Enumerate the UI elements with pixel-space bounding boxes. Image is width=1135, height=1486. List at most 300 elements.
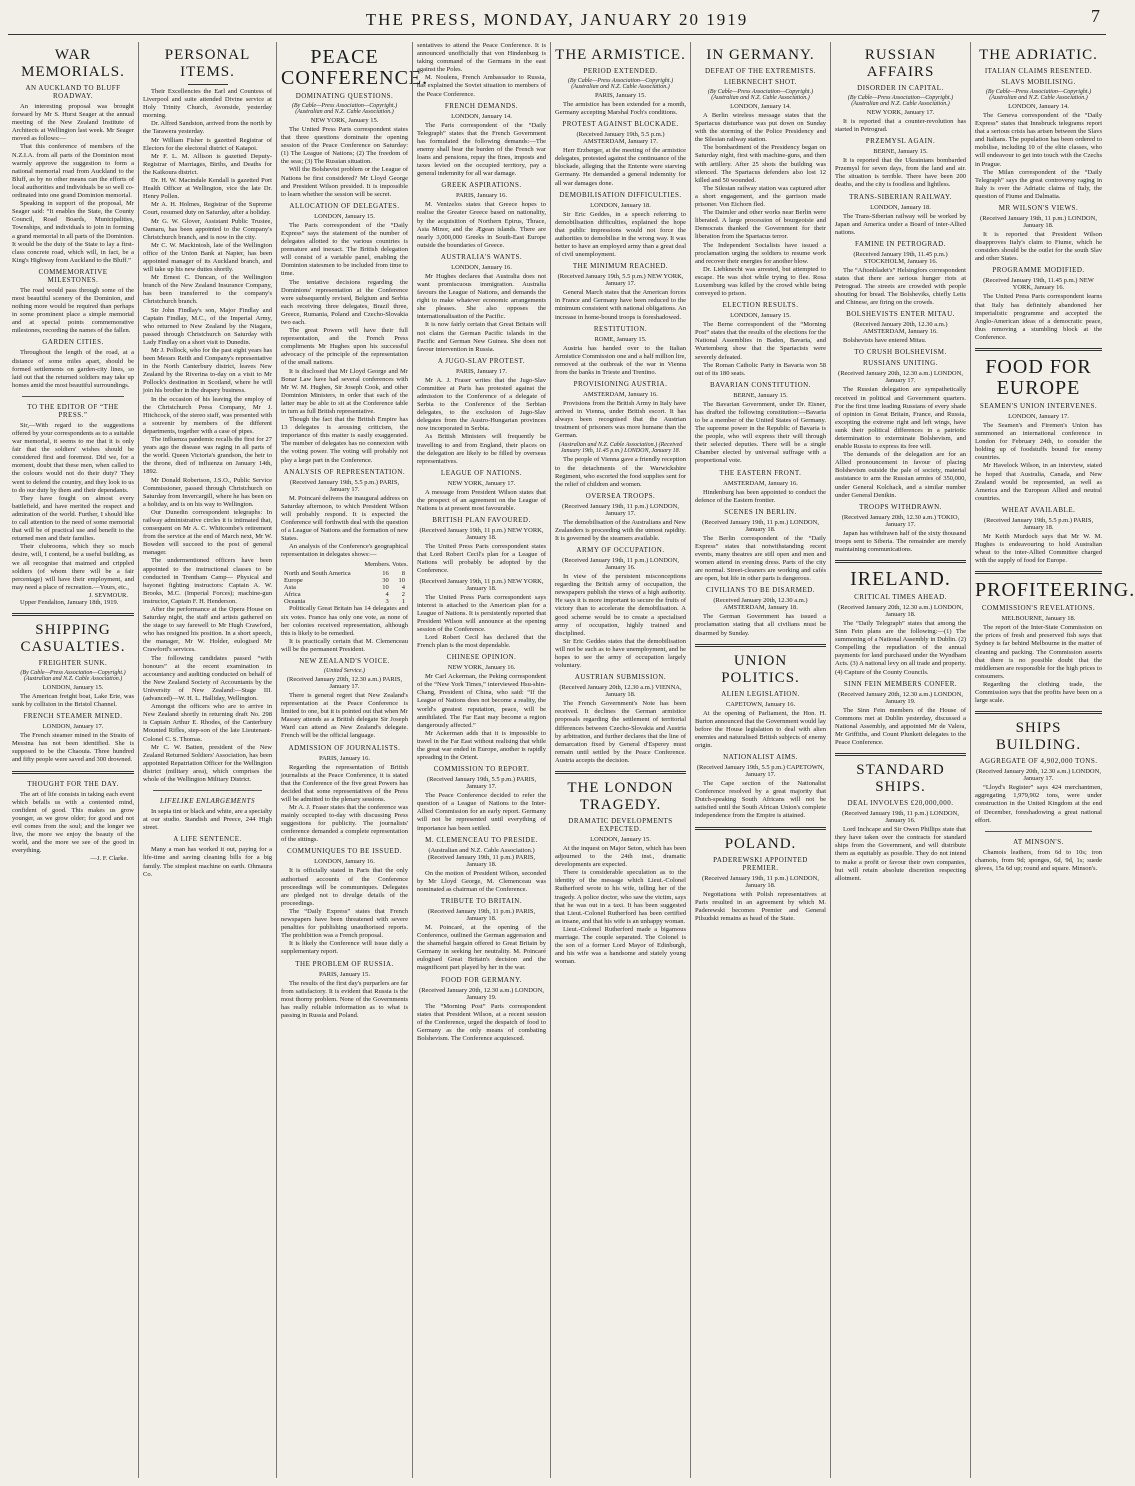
paragraph: The Trans-Siberian railway will be worked by Japan and America under a Board of inter-Allied nations.	[835, 212, 966, 236]
subheading: PROGRAMME MODIFIED.	[992, 266, 1085, 275]
column-war-memorials	[8, 42, 138, 1478]
dateline: LONDON, January 16.	[314, 858, 375, 866]
subheading: RESTITUTION.	[593, 324, 648, 333]
paragraph: The United Press Paris correspondent says interest is attached to the American plan for a League of Nations. It is persistently reported that President Wilson will announce at the opening session of the Conference.	[417, 593, 546, 633]
paragraph: It is likely the Conference will issue daily a supplementary report.	[281, 940, 408, 956]
divider	[695, 644, 826, 647]
paragraph: Their clubrooms, which they so much desire, will, I contend, be a useful building, as we all recognise that maimed and crippled soldiers (of whom there will be a fair percentage) will have their employment, and may need a place of recreation.—Yours, etc.,	[12, 543, 134, 591]
dateline: LONDON, January 15.	[590, 835, 651, 843]
paragraph: Mr A. J. Fraser states that the conference was mainly occupied to-day with discussing Press suggestions for publicity. The journalists' conference demanded a complete representation of the sittings.	[281, 804, 408, 844]
dateline: (Received January 20th, 12.30 a.m.) PARIS, January 17.	[286, 675, 403, 690]
dateline: (Received January 19th, 11 p.m.) LONDON, January 18.	[702, 874, 819, 889]
advert-text: Many a man has worked it out, paying for a life-time and saving cleaning bills for a big family. The simplest machine on earth. Ohmaura Co.	[143, 846, 272, 878]
paragraph: The “Morning Post” Paris correspondent states that President Wilson, at a recent session of the Conference, urged the despatch of food to Germany as the only means of combating Bolshevism. The Conference acquiesced.	[417, 1002, 546, 1042]
subheading: AUSTRIAN SUBMISSION.	[574, 673, 667, 682]
subheading: COMMISSION'S REVELATIONS.	[981, 604, 1096, 613]
dateline: (Received January 19th, 11 p.m.) LONDON, January 18.	[702, 518, 819, 533]
paragraph: It is disclosed that Mr Lloyd George and Mr Bonar Law have had several conferences with Mr W. M. Hughes, Sir Joseph Cook, and other Dominion Ministers, in order that each of the latter may be able to sit at the Conference table in turn as full British representative.	[281, 367, 408, 415]
column-personal-items	[138, 42, 276, 1478]
headline: SHIPS BUILDING.	[995, 720, 1082, 754]
paragraph: There is considerable speculation as to the identity of the message which Lieut.-Colonel Rutherford wrote to his wife, telling her of the tragedy. A police doctor, who saw the victim, says that he was out in a taxi. It has been suggested that Lieut.-Colonel Rutherford has been certified as insane, and that his wife is an unhappy woman.	[555, 869, 686, 925]
votes-members: 4	[385, 591, 389, 599]
paragraph: The Sinn Fein members of the House of Commons met at Dublin yesterday, discussed a National Assembly, and appointed Mr de Valera, Mr Griffiths, and Count Plunkett delegates to the Peace Conference.	[835, 706, 966, 747]
paragraph: They have fought on almost every battlefield, and have merited the respect and admiration of the world. Further, I should like to call attention to the need of some memorial that will be of practical use and benefit to the returned men and their families.	[12, 494, 134, 543]
paragraph: It is now fairly certain that Great Britain will not claim the German Pacific islands in the Pacific and German New Guinea. She does not favour intervention in Russia.	[417, 321, 546, 353]
headline: IRELAND.	[850, 568, 951, 590]
subheading: TRANS-SIBERIAN RAILWAY.	[849, 192, 952, 201]
dateline: (Received January 19th, 11 p.m.) NEW YORK, January 18.	[419, 577, 544, 592]
dateline: NEW YORK, January 17.	[447, 479, 516, 487]
votes-members: 30	[382, 577, 389, 585]
paragraph: Sir Eric Geddes, in a speech referring to demobilisation difficulties, explained the hope that public impressions would not force the authorities to demobilise in the wrong way. It was better to have an employed army than a great deal of civil unemployment.	[555, 210, 686, 259]
advert-text: In sepia tint or black and white, are a specialty at our studio. Standish and Preece, 244 High street.	[143, 808, 272, 832]
headline: THE ARMISTICE.	[555, 47, 686, 63]
paragraph: Mr Ackerman adds that it is impossible to travel in the Far East without realising that while the great war ended in Europe, another is rapidly spreading in the Orient.	[417, 729, 546, 762]
subheading: LIEBKNECHT SHOT.	[723, 78, 798, 86]
paragraph: Bolshevists have entered Mitau.	[843, 337, 927, 345]
paragraph: The Independent Socialists have issued a proclamation urging the soldiers to resume work and recover their energies for another blow.	[695, 241, 826, 265]
paragraph: General March states that the American forces in France and Germany have been reduced to the minimum consistent with national obligations. An increase in home-bound troops is foreshadowed.	[555, 289, 686, 321]
subheading: PROVISIONING AUSTRIA.	[573, 379, 668, 388]
paragraph: The following candidates passed “with honours” at the recent examination in accountancy and auditing conducted on behalf of the New Zealand Society of Accountants by the University of New Zealand:—Stage III. (advanced)—W. H. L. Halliday, Wellington.	[143, 654, 272, 703]
votes-region: Europe	[284, 577, 303, 585]
paragraph: The United Press Paris correspondent learns that Italy has definitely abandoned her imperialistic programme and accepted the Anglo-American ideas of a democratic peace, thus removing a stumbling block at the Conference.	[975, 293, 1102, 341]
headline: THE LONDON TRAGEDY.	[567, 779, 674, 813]
paragraph: Mr A. H. Holmes, Registrar of the Supreme Court, resumed duty on Saturday, after a holiday.	[143, 201, 272, 217]
paragraph: As British Ministers will frequently be travelling to and from England, their places on the delegation are likely to be filled by overseas representatives.	[417, 433, 546, 465]
paragraph: Austria has handed over to the Italian Armistice Commission one and a half million lire, removed at the outbreak of the war in Vienna from the banks in Trieste and Trentino.	[555, 344, 686, 376]
dateline: LONDON, January 15.	[42, 683, 104, 691]
paragraph: The Paris correspondent of the “Daily Express” says the statement of the number of delegates allotted to the various countries is premature and inexact. The British delegation will consist of a variable panel, enabling the Dominion statesmen to be included from time to time.	[281, 221, 408, 278]
dateline: PARIS, January 15.	[594, 92, 647, 99]
subheading: ELECTION RESULTS.	[722, 301, 799, 310]
dateline: PARIS, January 16.	[455, 192, 508, 200]
dateline: (Received January 19th, 5.5 p.m.) PARIS, January 18.	[983, 516, 1094, 531]
dateline: PARIS, January 17.	[455, 367, 508, 375]
paragraph: Our Dunedin correspondent telegraphs: In railway administrative circles it is intimated that, consequent on Mr A. C. Whitcombe's retirement from the service at the end of March next, Mr W. Bowden will succeed to the post of general manager.	[143, 508, 272, 557]
subheading: DISORDER IN CAPITAL.	[857, 84, 944, 92]
paragraph: The undermentioned officers have been appointed to the instructional classes to be conducted in Trentham Camp— Physical and bayonet fighting instructors: Captain A. W. Brooks, M.C. (Imperial Forces); machine-gun instructor, Captain F. H. Henderson.	[143, 557, 272, 605]
byline: (United Service.)	[324, 667, 365, 674]
paragraph: Herr Erzberger, at the meeting of the armistice delegates, protested against the continuance of the blockade, alleging that the Entente were starving Germany. He demanded a general indemnity for all war damages done.	[555, 147, 686, 187]
votes-count: 4	[401, 584, 405, 592]
subheading: THE MINIMUM REACHED.	[572, 262, 669, 271]
paragraph: Mr C. W. Batten, president of the New Zealand Returned Soldiers' Association, has been appointed Repatriation Officer for the Wellington district (military area), which comprises the whole of the Wellington Military District.	[143, 743, 272, 783]
dateline: NEW YORK, January 17.	[866, 109, 935, 116]
dateline: LONDON, January 17.	[1008, 412, 1069, 420]
paragraph: That this conference of members of the N.Z.I.A. from all parts of the Dominion most warmly approve the suggestion to form a national memorial road from Auckland to the Bluff, as by no other means can the efforts of local authorities and individuals be so well co-ordinated into one grand Dominion memorial.	[12, 143, 134, 200]
subheading: SCENES IN BERLIN.	[724, 507, 797, 516]
subheading: DEFEAT OF THE EXTREMISTS.	[704, 67, 817, 75]
column-in-germany	[690, 42, 830, 1478]
dateline: (Received January 19th, 5.5 p.m.) CAPETOWN, January 17.	[696, 764, 825, 779]
votes-row	[281, 598, 408, 605]
paragraph: Their Excellencies the Earl and Countess of Liverpool and suite attended Divine service at Holy Trinity Church, Avonside, yesterday morning.	[143, 88, 272, 120]
divider	[555, 771, 686, 774]
subheading: LEAGUE OF NATIONS.	[440, 468, 523, 477]
dateline: LONDON, January 15.	[314, 212, 375, 220]
paragraph: The “Daily Telegraph” states that among the Sinn Fein plans are the following:—(1) The summoning of a National Assembly in Dublin. (2) Compelling the repudiation of the annual payments for land purchased under the Wyndham Acts. (3) A national levy on all trade and property. (4) Capture of the County Councils.	[835, 620, 966, 676]
paragraph: It is reported that a counter-revolution has started in Petrograd.	[835, 118, 966, 134]
paragraph: Mr Keith Murdoch says that Mr W. M. Hughes is endeavouring to hold Australian wheat to the inter-Allied Committee charged with the supply of food for Europe.	[975, 532, 1102, 565]
byline: (By Cable—Press Association—Copyright.) (Australian and N.Z. Cable Association.)	[291, 103, 398, 115]
dateline: NEW YORK, January 15.	[310, 117, 379, 124]
subheading: GREEK ASPIRATIONS.	[441, 181, 522, 190]
paragraph: Mr C. W. Mackintosh, late of the Wellington office of the Union Bank at Napier, has been appointed manager of its Auckland branch, and will take up his new duties shortly.	[143, 241, 272, 274]
paragraph: The Cape section of the Nationalist Conference resolved by a great majority that Dutch-speaking South Africans will not be satisfied until the South African Union's complete independence from the Empire is attained.	[695, 780, 826, 820]
dateline: (Received January 20th, 12.30 a.m.) AMSTERDAM, January 16.	[853, 321, 948, 336]
divider	[695, 827, 826, 830]
subheading: THOUGHT FOR THE DAY.	[27, 779, 119, 788]
votes-count: 2	[401, 591, 405, 599]
subheading: TO CRUSH BOLSHEVISM.	[854, 348, 947, 357]
paragraph: The “Daily Express” states that French newspapers have been threatened with severe penalties for publishing unauthorised reports. The prohibition was a French proposal.	[281, 907, 408, 940]
divider	[188, 84, 228, 85]
paragraph: The Geneva correspondent of the “Daily Express” states that Innsbruck telegrams report that a serious crisis has arisen between the Slavs and Italians. The population has been ordered to mobilise, including 10 of the elite classes, who will endeavour to get into touch with the Czechs in Prague.	[975, 112, 1102, 168]
subheading: GARDEN CITIES.	[42, 338, 104, 347]
paragraph: It is officially stated in Paris that the only authorised accounts of the Conference proceedings will be communiques. Delegates are pledged not to divulge details of the proceedings.	[281, 867, 408, 907]
subheading: ITALIAN CLAIMS RESENTED.	[984, 67, 1093, 75]
dateline: (Received January 20th, 12.30 a.m.) LONDON, January 18.	[838, 604, 963, 618]
paragraph: On the motion of President Wilson, seconded by Mr Lloyd George, M. Clemenceau was nominated as chairman of the Conference.	[417, 869, 546, 893]
dateline: AMSTERDAM, January 16.	[723, 479, 798, 487]
paragraph: Provisions from the British Army in Italy have arrived in Vienna, under British escort. It has always been recognised that the Austrian treatment of prisoners was more humane than the German.	[555, 399, 686, 440]
masthead-title: THE PRESS, MONDAY, JANUARY 20 1919	[365, 10, 749, 29]
masthead-rule	[8, 34, 1106, 35]
byline: (By Cable—Press Association—Copyright.) (Australian and N.Z. Cable Association.)	[567, 78, 674, 90]
subheading: PERIOD EXTENDED.	[583, 67, 658, 75]
paragraph: The Peace Conference decided to refer the question of a League of Nations to the Inter-Allied Commission for an early report. Germany will not be represented until everything of importance has been settled.	[417, 792, 546, 832]
paragraph: The French steamer mined in the Straits of Messina has not been identified. She is supposed to be the Chaouia. Three hundred and fifty people were saved and 300 drowned.	[12, 732, 134, 764]
subheading: BRITISH PLAN FAVOURED.	[432, 516, 531, 525]
votes-header: Members. Votes.	[364, 561, 408, 569]
dateline: (Received January 20th, 12.30 a.m.) LONDON, January 19.	[838, 690, 963, 705]
column-russian-affairs	[830, 42, 970, 1478]
subheading: FREIGHTER SUNK.	[38, 658, 108, 667]
votes-table	[281, 570, 408, 605]
paragraph: Sir John Findlay's son, Major Findlay and Captain Findlay, M.C., of the Imperial Army, who returned to New Zealand by the Niagara, passed through Christchurch on Saturday with Lady Findlay on a short visit to Dunedin.	[143, 306, 272, 346]
paragraph: Mr Ernest C. Duncan, of the Wellington branch of the New Zealand Insurance Company, has been transferred to the company's Christchurch branch.	[143, 274, 272, 306]
divider	[12, 771, 134, 774]
subheading: SINN FEIN MEMBERS CONFER.	[843, 679, 958, 688]
dateline: MELBOURNE, January 18.	[1001, 615, 1076, 623]
byline: (Australian and N.Z. Cable Association.) (Received January 19th, 11.45 p.m.) LONDON, January 18.	[558, 442, 683, 455]
paragraph: Hindenburg has been appointed to conduct the defence of the Eastern frontier.	[695, 488, 826, 504]
subheading: DEMOBILISATION DIFFICULTIES.	[559, 190, 682, 199]
subheading: ARMY OF OCCUPATION.	[576, 546, 665, 555]
paragraph: An analysis of the Conference's geographical representation in delegates shows:—	[281, 543, 408, 559]
column-adriatic	[970, 42, 1135, 1478]
dateline: ROME, January 15.	[594, 335, 647, 343]
paragraph: Will the Bolshevist problem or the League of Nations be first considered? Mr Lloyd George and President Wilson presided. It is impossible to learn whether the session will be secret.	[281, 166, 408, 198]
dateline: (Received January 19th, 11 p.m.) LONDON, January 17.	[562, 502, 679, 517]
paragraph: Mr A. J. Fraser writes that the Jugo-Slav Committee at Paris has protested against the admission to the Conference of a delegate of Serbia to the Conference of the Serbian delegates, to the exclusion of Jugo-Slav delegates from the Austro-Hungarian provinces now incorporated in Serbia.	[417, 376, 546, 433]
column-armistice	[550, 42, 690, 1478]
paragraph: Sir Eric Geddes states that the demobilisation will not be such as to have unemployment, and he hopes to see the army of occupation largely voluntary.	[555, 637, 686, 670]
divider	[975, 348, 1102, 351]
divider	[12, 613, 134, 616]
headline: RUSSIAN AFFAIRS	[864, 47, 937, 80]
paragraph: M. Poincaré delivers the inaugural address on Saturday afternoon, to which President Wilson will probably respond. It is expected the Conference will forthwith deal with the question of a League of Nations and the formation of new States.	[281, 494, 408, 543]
subheading: COMMUNIQUES TO BE ISSUED.	[287, 847, 402, 856]
paragraph: The people of Vienna gave a friendly reception to the detachments of the Warwickshire Regiment, who escorted the food supplies sent for the relief of children and women.	[555, 456, 686, 488]
subheading: ALLOCATION OF DELEGATES.	[289, 201, 400, 210]
headline: SHIPPING CASUALTIES.	[20, 621, 126, 655]
dateline: LONDON, January 18.	[870, 203, 931, 211]
votes-count: 10	[398, 577, 405, 585]
headline: PERSONAL ITEMS.	[164, 47, 251, 80]
subheading: MR WILSON'S VIEWS.	[998, 204, 1079, 213]
votes-members: 3	[385, 598, 389, 606]
votes-region: Africa	[284, 591, 301, 599]
dateline: AMSTERDAM, January 16.	[583, 390, 658, 398]
paragraph: The art of life consists in taking each event which befalls us with a contented mind, confident of good. This makes us grow younger, as we grow older; for good and not evil comes from the soul; and the longer we live, the more we enjoy the beauty of the world, and the more we see of the good in everything.	[12, 790, 134, 855]
paragraph: The results of the first day's purparlers are far from satisfactory. It is evident that Russia is the most thorny problem. None of the Governments has really reliable information as to what is passing in Russia and Poland.	[281, 979, 408, 1019]
paragraph: Mr William Fisher is gazetted Registrar of Electors for the electoral district of Kaiapoi.	[143, 136, 272, 152]
dateline: (Received January 20th, 12.30 a.m.) LONDON, January 19.	[419, 986, 544, 1001]
paragraph: A Berlin wireless message states that the Spartacus disturbance was put down on Sunday with the storming of the Police Presidency and the Silesian railway station.	[695, 112, 826, 144]
dateline: (Received January 19th, 5.5 p.m.) NEW YORK, January 17.	[557, 273, 684, 288]
subheading: PRZEMYSL AGAIN.	[865, 137, 936, 146]
subheading: OVERSEA TROOPS.	[585, 491, 656, 500]
subheading: FAMINE IN PETROGRAD.	[855, 239, 946, 248]
headline: UNION POLITICS.	[721, 652, 800, 686]
headline: POLAND.	[724, 835, 797, 852]
dateline: (Received January 20th, 12.30 a.m.) TOKIO, January 17.	[841, 513, 960, 528]
subheading: AGGREGATE OF 4,902,000 TONS.	[979, 757, 1098, 766]
subheading: TRIBUTE TO BRITAIN.	[440, 896, 523, 905]
headline: PEACE CONFERENCE.	[281, 46, 429, 89]
paragraph: Regarding the clothing trade, the Commission says that the profits have been on a large scale.	[975, 680, 1102, 705]
paragraph: M. Venizelos states that Greece hopes to realise the Greater Greece based on nationality, by the acquisition of Northern Epirus, Thrace, Asia Minor, and the Ægean islands. There are nearly 3,000,000 Greeks in South-East Europe outside the boundaries of Greece.	[417, 201, 546, 249]
dateline: (Received January 20th, 12.30 a.m.) VIENNA, January 18.	[559, 684, 682, 699]
votes-members: 10	[382, 584, 389, 592]
votes-region: North and South America	[284, 570, 351, 578]
dateline: PARIS, January 15.	[318, 970, 371, 978]
paragraph: The demobilisation of the Australians and New Zealanders is proceeding with the utmost rapidity. It is governed by the steamers available.	[555, 518, 686, 542]
subheading: AN AUCKLAND TO BLUFF ROADWAY.	[25, 84, 121, 100]
paragraph: The United Press Paris correspondent states that Lord Robert Cecil's plan for a League of Nations will probably be adopted by the Conference.	[417, 543, 546, 575]
paragraph: The Seamen's and Firemen's Union has summoned an international conference in London for February 24th, to consider the holding up of foodstuffs bound for enemy countries.	[975, 421, 1102, 462]
advert-text: Chamois leathers, from 6d to 10s; iron chamois, from 9d; sponges, 6d, 9d, 1s; suede gloves, 15s 6d up; round and square. Minson's.	[975, 848, 1102, 872]
dateline: LONDON, January 16.	[451, 263, 512, 271]
dateline: (Received January 19th, 11 p.m.) NEW YORK, January 18.	[419, 527, 544, 542]
votes-count: 8	[401, 570, 405, 578]
signature: —J. F. Clarke.	[90, 855, 128, 863]
paragraph: The Roman Catholic Party in Bavaria won 58 out of its 180 seats.	[695, 361, 826, 377]
dateline: LONDON, January 14.	[451, 112, 512, 120]
paragraph: At the inquest on Major Seton, which has been adjourned to the 24th inst., dramatic developments are expected.	[555, 844, 686, 869]
subheading: WHEAT AVAILABLE.	[1001, 505, 1076, 514]
paragraph: The tentative decisions regarding the Dominions' representation at the Conference were subsequently revised, Belgium and Serbia each receiving three delegates, Brazil three, Greece, Rumania, Poland and Czecho-Slovakia two each.	[281, 278, 408, 326]
dateline: (Received January 19th, 11 p.m.) PARIS, January 18.	[427, 907, 536, 922]
paragraph: In the occasion of his leaving the employ of the Christchurch Press Company, Mr J. Hitchcock, of the stereo staff, was presented with a souvenir by members of the different departments, together with a case of pipes.	[143, 395, 272, 435]
paragraph: Amongst the officers who are to arrive in New Zealand shortly in returning draft No. 298 is Captain Arthur E. Rhodes, of the Canterbury Mounted Rifles, step-son of the late Lieutenant-Colonel C. S. Thomas.	[143, 703, 272, 743]
subheading: CIVILIANS TO BE DISARMED.	[705, 586, 816, 595]
subheading: THE EASTERN FRONT.	[719, 468, 802, 477]
advert-heading: A LIFE SENTENCE.	[173, 835, 242, 844]
paragraph: Mr Carl Ackerman, the Peking correspondent of the “New York Times,” interviewed Hsu-shin-Chang, President of China, who said: “If the League of Nations does not become a reality, the world's greatest reputation, peace, will be annihilated. The Far East may become a region dangerously affected.”	[417, 673, 546, 729]
subheading: FRENCH STEAMER MINED.	[23, 712, 123, 721]
paragraph: Dr. H. W. Macindale Kendall is gazetted Port Health Officer at Wellington, vice the late Dr. Henry Pollen.	[143, 177, 272, 201]
subheading: NEW ZEALAND'S VOICE.	[299, 656, 390, 665]
column-peace-continued	[412, 42, 550, 1478]
divider	[835, 753, 966, 756]
page-number: 7	[1091, 6, 1100, 26]
paragraph: Mr Havelock Wilson, in an interview, stated he hoped that Australia, Canada, and New Zealand would be represented, as well as America and the European Allied and neutral countries.	[975, 462, 1102, 502]
headline: THE ADRIATIC.	[979, 47, 1098, 63]
advert-heading: AT MINSON'S.	[1013, 837, 1064, 846]
byline: (By Cable—Press Association—Copyright.) (Australian and N.Z. Cable Association.)	[847, 95, 954, 107]
subheading: ADMISSION OF JOURNALISTS.	[288, 743, 401, 752]
paragraph: The armistice has been extended for a month, Germany accepting Marshal Foch's conditions.	[555, 101, 686, 117]
paragraph: The demands of the delegation are for an Allied pronouncement in favour of placing Bolshevism outside the pale of society, material assistance to arm the Russian armies of 350,000, under General Kolchack, and a similar number under General Denikin.	[835, 451, 966, 499]
dateline: PARIS, January 16.	[318, 754, 371, 762]
paragraph: The Daimler and other works near Berlin were liberated. A large procession of bourgeoisie and Democrats thanked the Government for their liberation from the Spartacus terror.	[695, 209, 826, 241]
dateline: LONDON, January 18.	[590, 201, 651, 209]
paragraph: Mr G. W. Glover, Assistant Public Trustee, Oamaru, has been appointed to the Company's Christchurch branch, and is now in the city.	[143, 217, 272, 241]
paragraph: A message from President Wilson states that the prospect of an agreement on the League of Nations is at present most favourable.	[417, 488, 546, 513]
dateline: (Received January 20th, 12.30 a.m.) AMSTERDAM, January 18.	[713, 597, 808, 612]
paragraph: Lieut.-Colonel Rutherford made a bigamous marriage. The couple separated. The Colonel is the son of a former Lord Mayor of Edinburgh, and his wife was a handsome and stately young woman.	[555, 925, 686, 966]
subheading: M. CLEMENCEAU TO PRESIDE.	[425, 835, 538, 844]
paragraph: The Berlin correspondent of the “Daily Express” states that notwithstanding recent events, many theatres are still open and men and women attend in evening dress. Parts of the city are normal. Street-cleaners are working and cafés are open, but life in other parts is dangerous.	[695, 534, 826, 583]
subheading: BOLSHEVISTS ENTER MITAU.	[846, 310, 955, 319]
dateline: LONDON, January 17.	[42, 723, 104, 731]
paragraph: An interesting proposal was brought forward by Mr S. Hurst Seager at the annual meeting of the New Zealand Institute of Architects at Wellington last week. Mr Seager moved as follows:—	[12, 103, 134, 143]
subheading: PADEREWSKI APPOINTED PREMIER.	[713, 855, 808, 872]
paragraph: The Russian delegation are sympathetically received in political and Government quarters. For the first time leading Russians of every shade of opinion in Great Britain, France, and Russia, excepting the extreme right and left wings, have sunk their political differences in a patriotic determination to exterminate Bolshevism, and enable Russia to express its free will.	[835, 386, 966, 451]
dateline: LONDON, January 15.	[730, 312, 791, 320]
paragraph: Throughout the length of the road, at a distance of some miles apart, should be formed settlements on garden-city lines, so laid out that the returned soldiers may take up homes amid the most beautiful surroundings.	[12, 349, 134, 389]
subheading: DEAL INVOLVES £20,000,000.	[847, 799, 954, 808]
subheading: ALIEN LEGISLATION.	[721, 689, 800, 698]
paragraph: Dr. Alfred Sandston, arrived from the north by the Tarawera yesterday.	[143, 120, 272, 136]
paragraph: Lord Inchcape and Sir Owen Phillips state that they have taken over the contracts for standard ships from the Government, and will distribute them as equitably as possible. They do not intend to make a profit or favour their own companies, but will retain absolute discretion respecting allotment.	[835, 826, 966, 882]
paragraph: Negotiations with Polish representatives at Paris resulted in an agreement by which M. Paderewski becomes Premier and General Pilsudski remains as head of the State.	[695, 890, 826, 922]
paragraph: The Bavarian Government, under Dr. Eisner, has drafted the following constitution:—Bavaria to be a member of the United States of Germany. The supreme power in the Republic of Bavaria is the people, who will express their will through their selected deputies. There will be a single Chamber elected by universal suffrage with a proportional vote.	[695, 400, 826, 465]
paragraph: It is reported that President Wilson disapproves Italy's claim to Fiume, which he considers should be the outlet for the south Slav and other States.	[975, 231, 1102, 263]
paragraph: The “Aftonbladet's” Helsingfors correspondent states that there are serious hunger riots at Petrograd. The streets are crowded with people shouting for bread. The Bolsheviks, chiefly Letts and Chinese, are firing on the crowds.	[835, 266, 966, 307]
masthead	[0, 0, 1114, 42]
headline: WAR MEMORIALS.	[21, 47, 125, 80]
paragraph: Mr Hughes declares that Australia does not want promiscuous immigration. Australia favours the League of Nations, and demands the right to make whatever economic arrangements she pleases. She also opposes the internationalisation of the Pacific.	[417, 272, 546, 321]
subheading: DRAMATIC DEVELOPMENTS EXPECTED.	[568, 816, 673, 833]
paragraph: “Lloyd's Register” says 424 merchantmen, aggregating 1,979,902 tons, were under construction in the United Kingdom at the end of December, foreshadowing a great national effort.	[975, 784, 1102, 824]
paragraph: Japan has withdrawn half of the sixty thousand troops sent to Siberia. The remainder are merely maintaining communications.	[835, 529, 966, 553]
byline: (By Cable—Press Association—Copyright.) (Australian and N.Z. Cable Association.)	[20, 669, 126, 682]
paragraph: The French Government's Note has been received. It declines the German armistice proposals regarding the settlement of territorial differences between Czecho-Slovakia and Austria by arbitration, and further declares that the line of demarcation fixed by General d'Esperey must remain until settled by the Peace Conference. Austria accepts the decision.	[555, 700, 686, 764]
votes-members: 16	[382, 570, 389, 578]
headline: STANDARD SHIPS.	[856, 762, 945, 796]
paragraph: It is reported that the Ukrainians bombarded Przemysl for seven days, from the land and air. The situation is terrible. There have been 200 deaths, and the city is foodless and lightless.	[835, 157, 966, 189]
paragraph: The German Government has issued a proclamation stating that all civilians must be disarmed by Sunday.	[695, 613, 826, 637]
subheading: COMMISSION TO REPORT.	[433, 765, 530, 774]
paragraph: M. Poincaré, at the opening of the Conference, outlined the German aggression and the shameful bargain offered to Great Britain by Germany in seeking her neutrality. M. Poincaré eulogised Great Britain's decision and the magnificent part played by her in the war.	[417, 923, 546, 972]
subheading: RUSSIANS UNITING.	[862, 359, 938, 368]
paragraph: The Paris correspondent of the “Daily Telegraph” states that the French Government has formulated the following demands:—The enemy shall bear the burden of the French war loans and pensions, repay the fines, imposts and taxes levied on the occupied territory, pay a general indemnity for all war damage.	[417, 121, 546, 178]
votes-region: Oceania	[284, 598, 306, 606]
paragraph: At the opening of Parliament, the Hon. H. Burton announced that the Government would lay before the House legislation to deal with alien enemies and naturalised British subjects of enemy origin.	[695, 709, 826, 749]
subheading: TROOPS WITHDRAWN.	[859, 502, 942, 511]
subheading: ANALYSIS OF REPRESENTATION.	[283, 467, 406, 476]
subheading: FRENCH DEMANDS.	[444, 101, 519, 110]
paragraph: There is general regret that New Zealand's representation at the Peace Conference is limited to one, but it is pointed out that when Mr Massey attends as a British delegate Sir Joseph Ward can attend as New Zealand's delegate. French will be the official language.	[281, 691, 408, 740]
paragraph: The Silesian railway station was captured after a short engagement, and the garrison made prisoner. Von Eichorn fled.	[695, 184, 826, 209]
subheading: THE PROBLEM OF RUSSIA.	[295, 959, 394, 968]
votes-row	[281, 584, 408, 591]
letter-heading: TO THE EDITOR OF “THE PRESS.”	[27, 402, 119, 419]
dateline: CAPETOWN, January 16.	[725, 700, 796, 708]
subheading: SEAMEN'S UNION INTERVENES.	[979, 401, 1098, 410]
paragraph: Speaking in support of the proposal, Mr Seager said: “It enables the State, the County Council, Road Boards, Municipalities, Townships, and individuals to join in forming a grand memorial in all parts of the Dominion. It would be the duty of the State to lay a first-class concrete road, which will, in fact, be a King's Highway from Auckland to the Bluff.”	[12, 200, 134, 264]
signature: J. SEYMOUR.	[88, 591, 128, 599]
paragraph: The American freight boat, Lake Erie, was sunk by collision in the Bristol Channel.	[12, 692, 134, 709]
paragraph: Politically Great Britain has 14 delegates and six votes. France has only one vote, as none of her colonies received representation, although this is likely to be remedied.	[281, 605, 408, 637]
paragraph: The road would pass through some of the most beautiful scenery of the Dominion, and nothing more would be required than perhaps in some prominent place a simple memorial and at special points commemorative milestones, recording the names of the fallen.	[12, 286, 134, 335]
subheading: NATIONALIST AIMS.	[723, 753, 798, 762]
dateline: (Received January 20th, 12.30 a.m.) LONDON, January 17.	[976, 768, 1101, 783]
paragraph: The United Press Paris correspondent states that three questions dominate the opening session of the Peace Conference on Saturday: (1) The League of Nations; (2) The freedom of the seas; (3) The Russian situation.	[281, 126, 408, 166]
subheading: COMMEMORATIVE MILESTONES.	[38, 267, 108, 284]
dateline: (Received January 19th, 11.45 p.m.) STOCKHOLM, January 16.	[853, 250, 948, 265]
paragraph: The report of the Inter-State Commission on the prices of fresh and preserved fish says that Sydney is far behind Melbourne in the matter of cleaning and packing. The Commission asserts that there is no possible doubt that the middlemen are responsible for the high prices to consumers.	[975, 624, 1102, 680]
column-peace-conference	[276, 42, 429, 1478]
headline: FOOD FOR EUROPE	[985, 355, 1092, 399]
dateline: LONDON, January 14.	[730, 103, 791, 110]
paragraph: The Milan correspondent of the “Daily Telegraph” says the great controversy raging in Italy is over the Adriatic claims of Italy, the question of Fiume and Dalmatia.	[975, 168, 1102, 200]
paragraph: The bombardment of the Presidency began on Saturday night, first with machine-guns, and then with artillery. After 25 shots the building was silenced. The Spartacus defenders also lost 12 killed and 50 wounded.	[695, 144, 826, 184]
dateline: (Received January 19th, 5.5 p.m.) AMSTERDAM, January 17.	[576, 131, 665, 146]
paragraph: The great Powers will have their full representation, and the French Press compliments Mr Hughes upon his successful advocacy of the principle of the representation of the small nations.	[281, 327, 408, 367]
paragraph: The Berne correspondent of the “Morning Post” states that the results of the elections for the National Assemblies in Baden, Bavaria, and Wurtemberg show that the Spartacists were severely defeated.	[695, 321, 826, 361]
divider	[153, 790, 262, 791]
paragraph: It is practically certain that M. Clemenceau will be the permanent President.	[281, 637, 408, 653]
headline: PROFITEERING.	[975, 579, 1135, 602]
dateline: (Received January 19th, 11 p.m.) LONDON, January 18.	[980, 215, 1097, 230]
dateline: (Received January 19th, 11 p.m.) LONDON, January 16.	[842, 810, 959, 825]
dateline: BERNE, January 15.	[873, 148, 928, 156]
byline: (By Cable—Press Association—Copyright.) (Australian and N.Z. Cable Association.)	[707, 89, 814, 101]
dateline: (Received January 19th, 5.5 p.m.) PARIS, January 17.	[289, 478, 400, 493]
advert-heading: LIFELIKE ENLARGEMENTS	[159, 797, 256, 806]
paragraph: M. Noulens, French Ambassador to Russia, has explained the Soviet situation to members of the Peace Conference.	[417, 74, 546, 98]
divider	[835, 560, 966, 563]
paragraph: Mr F. L. M. Allison is gazetted Deputy-Registrar of Marriages, Births, and Deaths for the Kaikoura district.	[143, 152, 272, 176]
subheading: CRITICAL TIMES AHEAD.	[854, 593, 947, 601]
divider	[975, 711, 1102, 714]
dateline: BERNE, January 15.	[733, 391, 788, 399]
dateline: (Received January 19th, 11.45 p.m.) NEW YORK, January 16.	[983, 277, 1094, 292]
votes-row	[281, 591, 408, 598]
headline: IN GERMANY.	[706, 47, 815, 63]
dateline: NEW YORK, January 16.	[447, 664, 516, 672]
paragraph: Mr Donald Robertson, J.S.O., Public Service Commissioner, passed through Christchurch on Saturday from Invercargill, where he has been on a holiday, and is on his way to Wellington.	[143, 476, 272, 508]
subheading: PROTEST AGAINST BLOCKADE.	[562, 120, 679, 129]
votes-region: Asia	[284, 584, 296, 592]
subheading: CHINESE OPINION.	[446, 653, 517, 662]
paragraph: Mr J. Pollock, who for the past eight years has been Messrs Reith and Company's representative in the North Canterbury district, leaves New Zealand by the Riverina to-day on a visit to Mr Pollock's destination in Scotland, where he will join his brother in the drapery business.	[143, 347, 272, 395]
subheading: A JUGO-SLAV PROTEST.	[437, 356, 526, 365]
votes-row	[281, 570, 408, 577]
subheading: BAVARIAN CONSTITUTION.	[710, 380, 811, 389]
votes-count: 1	[401, 598, 405, 606]
divider	[985, 831, 1092, 832]
paragraph: After the performance at the Opera House on Saturday night, the staff and artists gathered on the stage to say farewell to Mr Hugh Crawford, who has resigned his position. In a short speech, the manager, Mr W. Holder, eulogised Mr Crawford's services.	[143, 606, 272, 654]
paragraph: Though the fact that the British Empire has 13 delegates is arousing criticism, the importance of this matter is easily exaggerated. The number of delegates has no connexion with the voting power. The voting will probably not play a large part in the Conference.	[281, 416, 408, 464]
votes-row	[281, 577, 408, 584]
paragraph: sentatives to attend the Peace Conference. It is announced unofficially that von Hindenburg is taking command of the Germans in the east against the Poles.	[417, 42, 546, 74]
